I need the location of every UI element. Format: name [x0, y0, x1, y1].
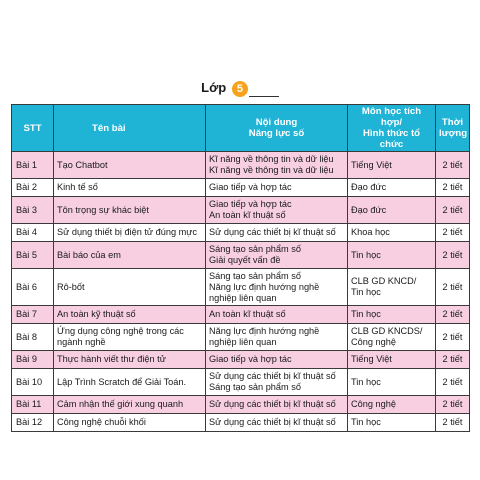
cell-subject: Tin học	[348, 369, 436, 396]
cell-subject: CLB GD KNCD/ Tin học	[348, 269, 436, 306]
grade-badge: 5	[232, 81, 248, 97]
cell-time: 2 tiết	[436, 414, 470, 432]
cell-time: 2 tiết	[436, 269, 470, 306]
cell-subject: Tin học	[348, 414, 436, 432]
cell-content: Sử dụng các thiết bị kĩ thuật số Sáng tạo sản phẩm số	[206, 369, 348, 396]
table-row	[12, 369, 470, 396]
header-subject: Môn học tích hợp/ Hình thức tổ chức	[348, 105, 436, 152]
cell-stt: Bài 9	[12, 351, 54, 369]
cell-lesson: Tạo Chatbot	[54, 152, 206, 179]
cell-time: 2 tiết	[436, 324, 470, 351]
cell-content: Sử dụng các thiết bị kĩ thuật số	[206, 414, 348, 432]
cell-content: Giao tiếp và hợp tác An toàn kĩ thuật số	[206, 197, 348, 224]
cell-time: 2 tiết	[436, 306, 470, 324]
cell-time: 2 tiết	[436, 396, 470, 414]
cell-lesson: Sử dụng thiết bị điện tử đúng mực	[54, 224, 206, 242]
header-content: Nội dung Năng lực số	[206, 105, 348, 152]
header-lesson: Tên bài	[54, 105, 206, 152]
cell-stt: Bài 8	[12, 324, 54, 351]
cell-lesson: Kinh tế số	[54, 179, 206, 197]
cell-time: 2 tiết	[436, 242, 470, 269]
page-title	[0, 80, 480, 97]
cell-lesson: Công nghệ chuỗi khối	[54, 414, 206, 432]
cell-time: 2 tiết	[436, 351, 470, 369]
cell-stt: Bài 7	[12, 306, 54, 324]
cell-subject: Tiếng Việt	[348, 152, 436, 179]
cell-lesson: Lập Trình Scratch để Giải Toán.	[54, 369, 206, 396]
cell-content: Sử dụng các thiết bị kĩ thuật số	[206, 396, 348, 414]
cell-lesson: Bài báo của em	[54, 242, 206, 269]
table-row	[12, 179, 470, 197]
table-row	[12, 224, 470, 242]
cell-subject: CLB GD KNCDS/ Công nghệ	[348, 324, 436, 351]
cell-lesson: Ứng dụng công nghệ trong các ngành nghề	[54, 324, 206, 351]
table-row	[12, 396, 470, 414]
cell-lesson: Rô-bốt	[54, 269, 206, 306]
cell-content: An toàn kĩ thuật số	[206, 306, 348, 324]
cell-content: Sáng tạo sản phẩm số Giải quyết vấn đề	[206, 242, 348, 269]
cell-content: Năng lực định hướng nghề nghiệp liên quan	[206, 324, 348, 351]
cell-subject: Tin học	[348, 306, 436, 324]
cell-subject: Đạo đức	[348, 179, 436, 197]
title-underline	[249, 95, 279, 97]
cell-time: 2 tiết	[436, 152, 470, 179]
table-row	[12, 197, 470, 224]
header-stt: STT	[12, 105, 54, 152]
cell-subject: Khoa học	[348, 224, 436, 242]
table-header-row	[12, 105, 470, 152]
cell-stt: Bài 11	[12, 396, 54, 414]
cell-stt: Bài 1	[12, 152, 54, 179]
cell-stt: Bài 12	[12, 414, 54, 432]
cell-subject: Tiếng Việt	[348, 351, 436, 369]
table-row	[12, 351, 470, 369]
cell-stt: Bài 3	[12, 197, 54, 224]
cell-content: Giao tiếp và hợp tác	[206, 179, 348, 197]
cell-stt: Bài 5	[12, 242, 54, 269]
table-row	[12, 269, 470, 306]
cell-time: 2 tiết	[436, 369, 470, 396]
cell-stt: Bài 4	[12, 224, 54, 242]
cell-content: Giao tiếp và hợp tác	[206, 351, 348, 369]
cell-content: Kĩ năng về thông tin và dữ liệu Kĩ năng về thông tin và dữ liệu	[206, 152, 348, 179]
cell-stt: Bài 2	[12, 179, 54, 197]
cell-lesson: An toàn kỹ thuật số	[54, 306, 206, 324]
cell-lesson: Tôn trọng sự khác biệt	[54, 197, 206, 224]
table-row	[12, 242, 470, 269]
cell-content: Sử dụng các thiết bị kĩ thuật số	[206, 224, 348, 242]
cell-content: Sáng tạo sản phẩm số Năng lực định hướng nghề nghiệp liên quan	[206, 269, 348, 306]
cell-lesson: Thực hành viết thư điện tử	[54, 351, 206, 369]
cell-stt: Bài 10	[12, 369, 54, 396]
header-time: Thời lượng	[436, 105, 470, 152]
cell-subject: Công nghệ	[348, 396, 436, 414]
cell-time: 2 tiết	[436, 179, 470, 197]
cell-subject: Đạo đức	[348, 197, 436, 224]
table-row	[12, 306, 470, 324]
cell-lesson: Cảm nhận thế giới xung quanh	[54, 396, 206, 414]
table-row	[12, 152, 470, 179]
cell-time: 2 tiết	[436, 224, 470, 242]
table-row	[12, 414, 470, 432]
curriculum-table	[11, 104, 470, 432]
cell-subject: Tin học	[348, 242, 436, 269]
cell-stt: Bài 6	[12, 269, 54, 306]
cell-time: 2 tiết	[436, 197, 470, 224]
title-label: Lớp	[201, 80, 227, 95]
table-row	[12, 324, 470, 351]
